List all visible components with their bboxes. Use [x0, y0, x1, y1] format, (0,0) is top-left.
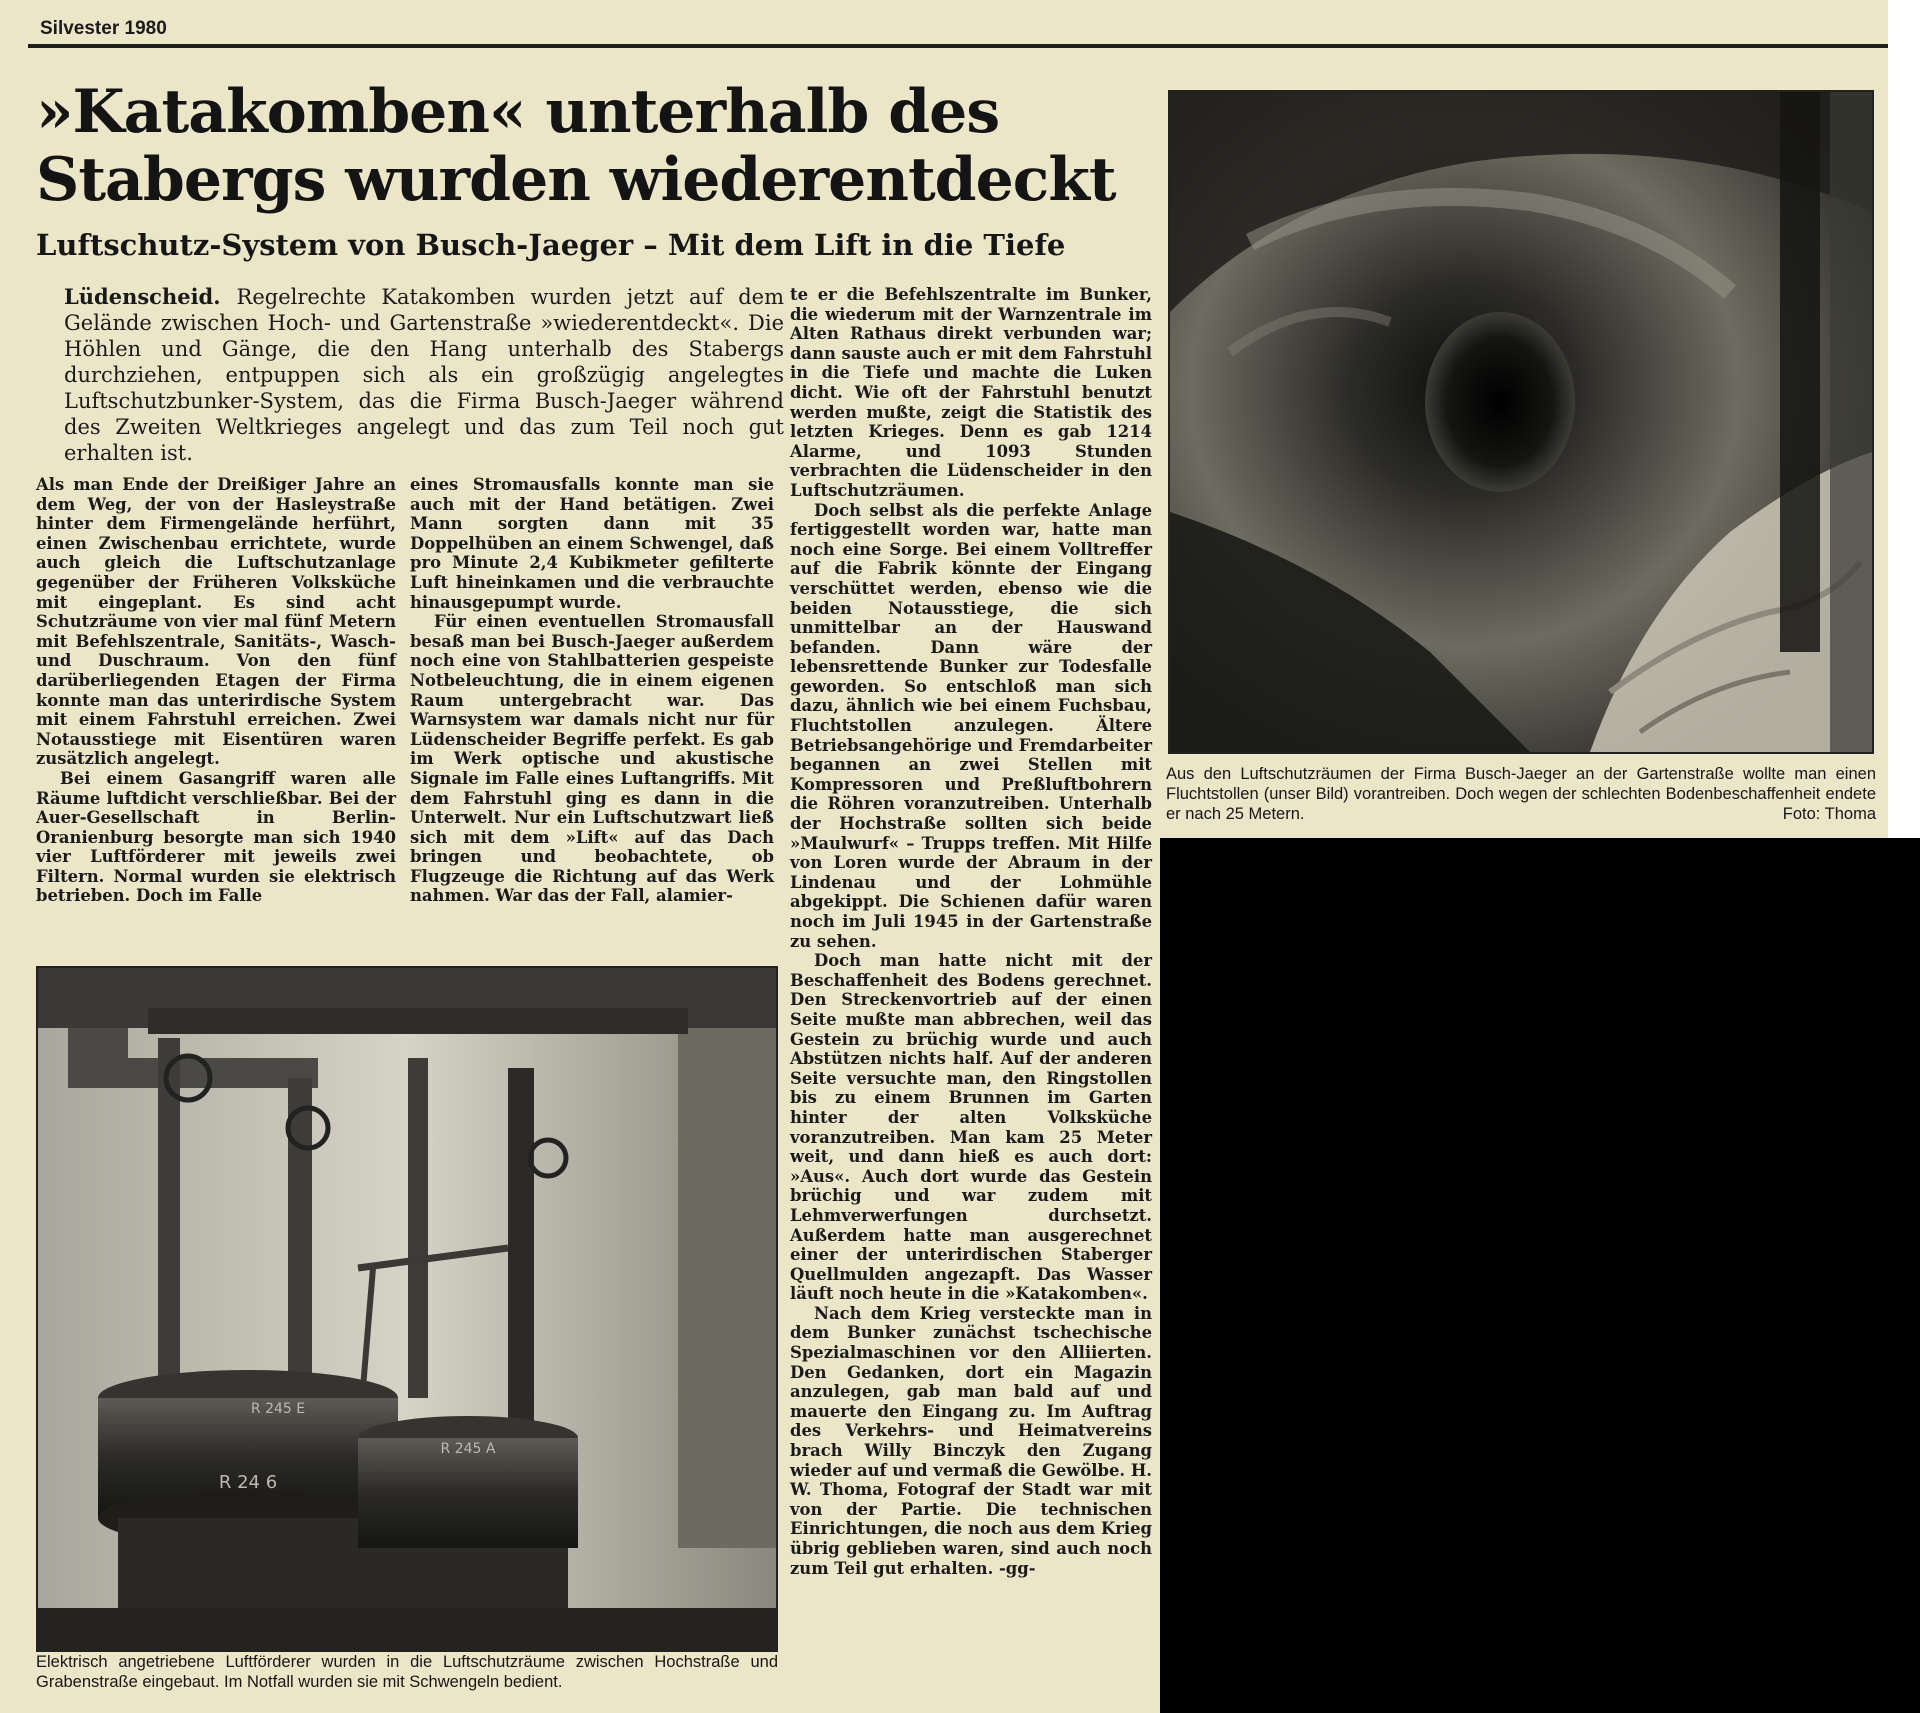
air-blower-photo [36, 966, 778, 1652]
paragraph: Doch selbst als die perfekte Anlage fertiggestellt worden war, hatte man noch eine Sorge. Bei einem Volltreffer auf die Fabrik könnte der Eingang verschüttet werden, ebenso wie die beiden Notausstiege, die sich unmittelbar an der Hauswand befanden. Dann wäre der lebensrettende Bunker zur Todesfalle geworden. So entschloß man sich dazu, ähnlich wie bei einem Fuchsbau, Fluchtstollen anzulegen. Ältere Betriebsangehörige und Fremdarbeiter begannen an zwei Stellen mit Kompressoren und Preßluftbohrern die Röhren voranzutreiben. Unterhalb der Hochstraße sollten sich beide »Maulwurf« – Trupps treffen. Mit Hilfe von Loren wurde der Abraum in der Lindenau und der Lohmühle abgekippt. Die Schienen dafür waren noch im Juli 1945 in der Gartenstraße zu sehen. [790, 500, 1152, 951]
paragraph: Nach dem Krieg versteckte man in dem Bunker zunächst tschechische Spezialmaschinen vor den Alliierten. Den Gedanken, dort ein Magazin anzulegen, gab man bald auf und mauerte den Eingang zu. Im Auftrag des Verkehrs- und Heimatvereins brach Willy Binczyk den Zugang wieder auf und vermaß die Gewölbe. H. W. Thoma, Fotograf der Stadt war mit von der Partie. Die technischen Einrichtungen, die noch aus dem Krieg übrig geblieben waren, sind auch noch zum Teil gut erhalten. -gg- [790, 1303, 1153, 1578]
paragraph: te er die Befehlszentralte im Bunker, die wiederum mit der Warnzentrale im Alten Rathaus direkt verbunden war; dann sauste auch er mit dem Fahrstuhl in die Tiefe und machte die Luken dicht. Wie oft der Fahrstuhl benutzt werden mußte, zeigt die Statistik des letzten Krieges. Denn es gab 1214 Alarme, und 1093 Stunden verbrachten die Lüdenscheider in den Luftschutzräumen. [790, 285, 1152, 500]
article-column-3 [790, 285, 1152, 1578]
unit-label: R 24 6 [218, 1472, 278, 1493]
paragraph: Bei einem Gasangriff waren alle Räume luftdicht verschließbar. Bei der Auer-Gesellschaft in Berlin-Oranienburg besorgte man sich 1940 vier Luftförderer mit jeweils zwei Filtern. Normal wurden sie elektrisch betrieben. Doch im Falle [36, 768, 396, 906]
paragraph: Für einen eventuellen Stromausfall besaß man bei Busch-Jaeger außerdem noch eine von Stahlbatterien gespeiste Notbeleuchtung, die in einem eigenen Raum untergebracht war. Das Warnsystem war damals nicht nur für Lüdenscheider Begriffe perfekt. Es gab im Werk optische und akustische Signale im Falle eines Luftangriffs. Mit dem Fahrstuhl ging es dann in die Unterwelt. Nur ein Luftschutzwart ließ sich mit dem »Lift« auf das Dach bringen und beobachtete, ob Flugzeuge die Richtung auf das Werk nahmen. War das der Fall, alamier- [410, 612, 774, 906]
caption-text: Aus den Luftschutzräumen der Firma Busch-Jaeger an der Gartenstraße wollte man einen Fluchtstollen (unser Bild) vorantreiben. Doch wegen der schlechten Bodenbeschaffenheit endete er nach 25 Metern. [1166, 765, 1876, 823]
article-column-1 [36, 475, 396, 906]
margin-strip [1888, 0, 1920, 838]
lead-place: Lüdenscheid. [64, 284, 221, 309]
paragraph: eines Stromausfalls konnte man sie auch mit der Hand betätigen. Zwei Mann sorgten dann mit 35 Doppelhüben an einem Schwengel, daß pro Minute 2,4 Kubikmeter gefilterte Luft hineinkamen und die verbrauchte hinausgepumpt wurde. [410, 475, 774, 612]
lead-paragraph [64, 284, 784, 466]
black-background [1160, 838, 1920, 1713]
paragraph: Doch man hatte nicht mit der Beschaffenheit des Bodens gerechnet. Den Streckenvortrieb auf der einen Seite mußte man abbrechen, weil das Gestein zu brüchig wurde und auch Abstützen nichts half. Auf der anderen Seite versuchte man, den Ringstollen bis zu einem Brunnen im Garten hinter der alten Volksküche voranzutreiben. Man kam 25 Meter weit, und dann hieß es auch dort: »Aus«. Auch dort wurde das Gestein brüchig und war zudem mit Lehmverwerfungen durchsetzt. Außerdem hatte man ausgerechnet einer der unterirdischen Staberger Quellmulden angezapft. Das Wasser läuft noch heute in die »Katakomben«. [790, 951, 1152, 1304]
photo-credit: Foto: Thoma [1782, 805, 1876, 823]
paragraph: Als man Ende der Dreißiger Jahre an dem Weg, der von der Hasleystraße hinter dem Firmengelände herführt, einen Zwischenbau errichtete, wurde auch gleich die Luftschutzanlage gegenüber der Früheren Volksküche mit eingeplant. Es sind acht Schutzräume von vier mal fünf Metern mit Befehlszentrale, Sanitäts-, Wasch- und Duschraum. Von den fünf darüberliegenden Etagen der Firma konnte man das unterirdische System mit einem Fahrstuhl erreichen. Zwei Notausstiege mit Eisentüren waren zusätzlich angelegt. [36, 475, 396, 769]
tunnel-photo [1168, 90, 1874, 754]
unit-label: R 245 E [250, 1401, 306, 1417]
lead-text: Regelrechte Katakomben wurden jetzt auf dem Gelände zwischen Hoch- und Gartenstraße »wiederentdeckt«. Die Höhlen und Gänge, die den Hang unterhalb des Stabergs durchziehen, entpuppen sich als ein großzügig angelegtes Luftschutzbunker-System, das die Firma Busch-Jaeger während des Zweiten Weltkrieges angelegt und das zum Teil noch gut erhalten ist. [64, 285, 784, 465]
dateline: Silvester 1980 [40, 18, 167, 39]
headline: »Katakomben« unterhalb des Stabergs wurden wiederentdeckt [36, 77, 1116, 215]
subheadline: Luftschutz-System von Busch-Jaeger – Mit dem Lift in die Tiefe [36, 228, 1066, 262]
article-column-2 [410, 475, 774, 906]
air-blower-photo-caption: Elektrisch angetriebene Luftförderer wurden in die Luftschutzräume zwischen Hochstraße und Grabenstraße eingebaut. Im Notfall wurden sie mit Schwengeln bedient. [36, 1653, 778, 1691]
unit-label: R 245 A [440, 1441, 496, 1457]
tunnel-photo-caption [1166, 764, 1876, 824]
header-rule [28, 44, 1888, 48]
